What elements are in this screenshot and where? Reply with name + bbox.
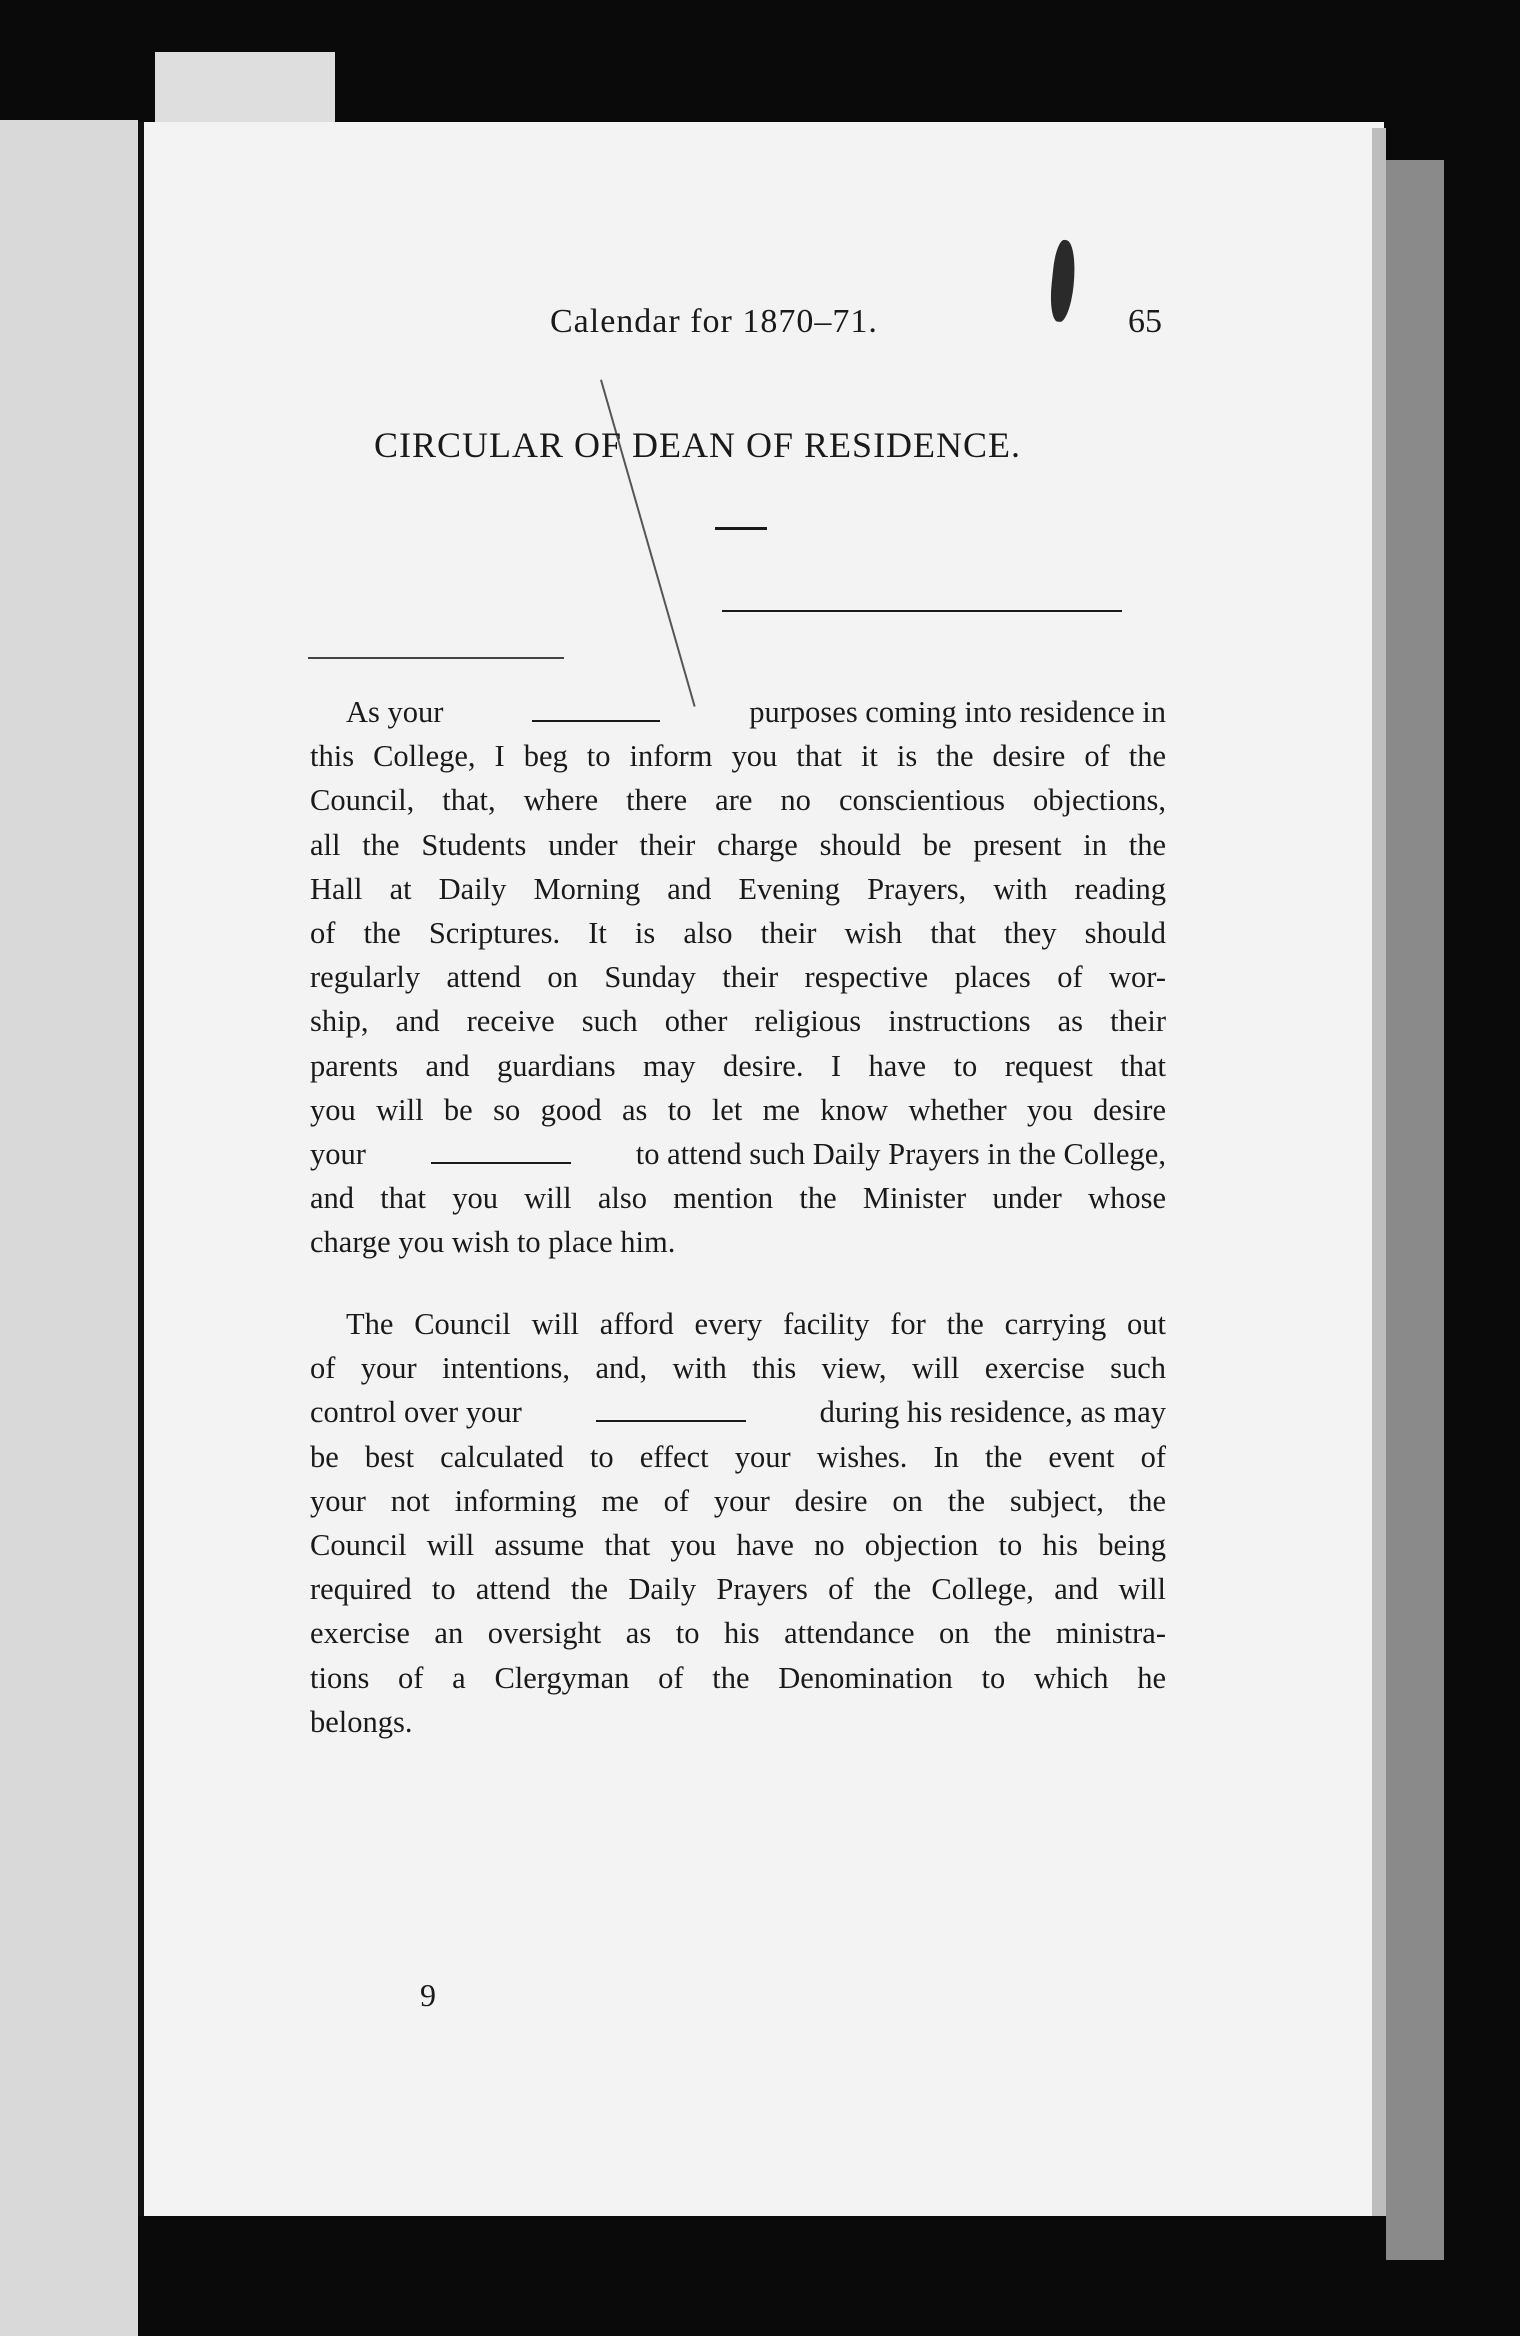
paragraph-line: this College, I beg to inform you that it is the desire of the [310,739,1166,774]
fill-in-blank [596,1420,746,1422]
paragraph-line: of your intentions, and, with this view, will exercise such [310,1351,1166,1386]
paragraph-line: exercise an oversight as to his attendance on the ministra- [310,1616,1166,1651]
paragraph-council-intentions [310,1302,1166,1744]
paragraph-line: your not informing me of your desire on the subject, the [310,1483,1166,1518]
paragraph-line [310,1390,1166,1434]
text-fragment: As your [346,695,444,729]
paragraph-line: be best calculated to effect your wishes. In the event of [310,1439,1166,1474]
paragraph-line: and that you will also mention the Minister under whose [310,1181,1166,1216]
text-fragment: your [310,1137,366,1172]
addressee-line [308,657,564,659]
fill-in-blank [431,1162,571,1164]
paragraph-line [310,690,1166,734]
paragraph-line: you will be so good as to let me know whether you desire [310,1092,1166,1127]
paragraph-residence-request [310,690,1166,1265]
date-line [722,610,1122,612]
book-edge [1386,160,1444,2260]
paragraph-line: Hall at Daily Morning and Evening Prayers, with reading [310,871,1166,906]
paper-tab [155,52,335,122]
paragraph-line: The Council will afford every facility for the carrying out [346,1307,1166,1341]
paragraph-line: charge you wish to place him. [310,1225,676,1260]
paragraph-line: all the Students under their charge should be present in the [310,827,1166,862]
paragraph-line: ship, and receive such other religious instructions as their [310,1004,1166,1039]
circular-title: CIRCULAR OF DEAN OF RESIDENCE. [374,425,1022,465]
text-fragment: during his residence, as may [819,1395,1166,1430]
paragraph-line: Council, that, where there are no conscientious objections, [310,783,1166,818]
paragraph-line: required to attend the Daily Prayers of the College, and will [310,1572,1166,1607]
fill-in-blank [532,720,660,722]
signature-mark: 9 [420,1977,436,2013]
paragraph-line: of the Scriptures. It is also their wish that they should [310,916,1166,951]
text-fragment: purposes coming into residence in [749,695,1166,729]
running-title: Calendar for 1870–71. [550,303,878,340]
paragraph-line: tions of a Clergyman of the Denomination to which he [310,1660,1166,1695]
page-edge-shadow [1372,128,1386,2216]
page-number: 65 [1128,303,1162,340]
facing-page-edge [0,120,138,2336]
text-fragment: to attend such Daily Prayers in the College, [635,1137,1166,1172]
paragraph-line: Council will assume that you have no objection to his being [310,1528,1166,1563]
title-rule [715,527,767,530]
paragraph-line: parents and guardians may desire. I have to request that [310,1048,1166,1083]
text-fragment: control over your [310,1395,522,1430]
paragraph-line: regularly attend on Sunday their respective places of wor- [310,960,1166,995]
paragraph-line: belongs. [310,1704,413,1739]
paragraph-line [310,1132,1166,1176]
